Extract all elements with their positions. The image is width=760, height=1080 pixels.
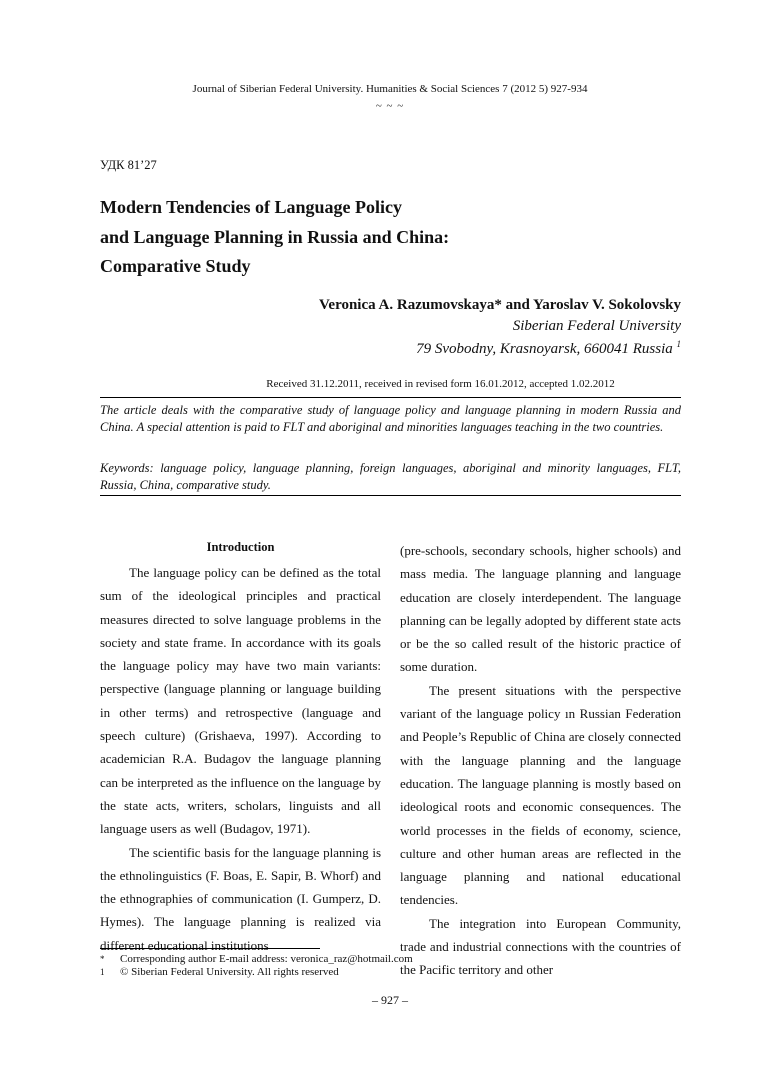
title-line-2: and Language Planning in Russia and China: xyxy=(100,226,450,247)
title-line-3: Comparative Study xyxy=(100,256,251,276)
footnote-mark: 1 xyxy=(100,967,105,977)
header-ornament: ~ ~ ~ xyxy=(375,100,405,112)
body-column-right xyxy=(400,539,681,982)
footnote-text: © Siberian Federal University. All rights reserved xyxy=(120,966,339,978)
paragraph: The language policy can be defined as the total sum of the ideological principles and practical measures directed to solve language problems in the society and state frame. In accordance with its goals the language policy may have two main variants: perspective (language planning or language building in other terms) and retrospective (language and speech culture) (Grishaeva, 1997). According to academician R.A. Budagov the language planning can be interpreted as the influence on the language by the state acts, writers, scholars, linguists and all language users as well (Budagov, 1971). xyxy=(100,565,381,837)
affiliation-address-text: 79 Svobodny, Krasnoyarsk, 660041 Russia xyxy=(416,341,673,357)
paragraph: The integration into European Community, trade and industrial connections with the countries of the Pacific territory and other xyxy=(400,915,681,978)
page-number: – 927 – xyxy=(372,993,408,1007)
received-dates: Received 31.12.2011, received in revised form 16.01.2012, accepted 1.02.2012 xyxy=(266,378,615,390)
article-title xyxy=(100,193,560,282)
footnote-rule xyxy=(100,948,320,949)
affiliation-footnote-mark: 1 xyxy=(676,339,681,349)
footnotes xyxy=(100,953,413,979)
section-heading-introduction: Introduction xyxy=(206,540,275,554)
footnote-text: Corresponding author E-mail address: veronica_raz@hotmail.com xyxy=(120,953,413,965)
body-column-left xyxy=(100,536,381,957)
paragraph: The present situations with the perspective variant of the language policy ın Russian Federation and People’s Republic of China are closely connected with the language planning and the language education. The language planning is mostly based on ideological roots and economic consequences. The world processes in the fields of economy, science, culture and other human areas are reflected in the language planning and national educational tendencies. xyxy=(400,682,681,908)
footnote xyxy=(100,966,413,979)
journal-header: Journal of Siberian Federal University. Humanities & Social Sciences 7 (2012 5) 927-934 xyxy=(192,83,588,95)
footnote xyxy=(100,953,413,966)
udk-code: УДК 81’27 xyxy=(100,158,157,172)
abstract-bottom-rule xyxy=(100,495,681,496)
authors: Veronica A. Razumovskaya* and Yaroslav V. Sokolovsky xyxy=(318,297,681,313)
paragraph: The scientific basis for the language planning is the ethnolinguistics (F. Boas, E. Sapir, B. Whorf) and the ethnographies of communication (I. Gumperz, D. Hymes). The language planning is realized via different educational institutions xyxy=(100,844,381,953)
paragraph: (pre-schools, secondary schools, higher schools) and mass media. The language planning and language education are closely interdependent. The language planning can be legally adopted by different state acts or be the so called result of the historic practice of some duration. xyxy=(400,543,681,675)
title-line-1: Modern Tendencies of Language Policy xyxy=(100,197,403,217)
abstract-top-rule xyxy=(100,397,681,398)
keywords: Keywords: language policy, language planning, foreign languages, aboriginal and minority languages, FLT, Russia, China, comparative study. xyxy=(100,461,681,492)
abstract: The article deals with the comparative study of language policy and language planning in modern Russia and China. A special attention is paid to FLT and aboriginal and minorities languages teaching in the two countries. xyxy=(100,403,681,434)
affiliation-address xyxy=(100,339,681,358)
footnote-mark: * xyxy=(100,954,105,964)
affiliation-university: Siberian Federal University xyxy=(512,318,681,334)
